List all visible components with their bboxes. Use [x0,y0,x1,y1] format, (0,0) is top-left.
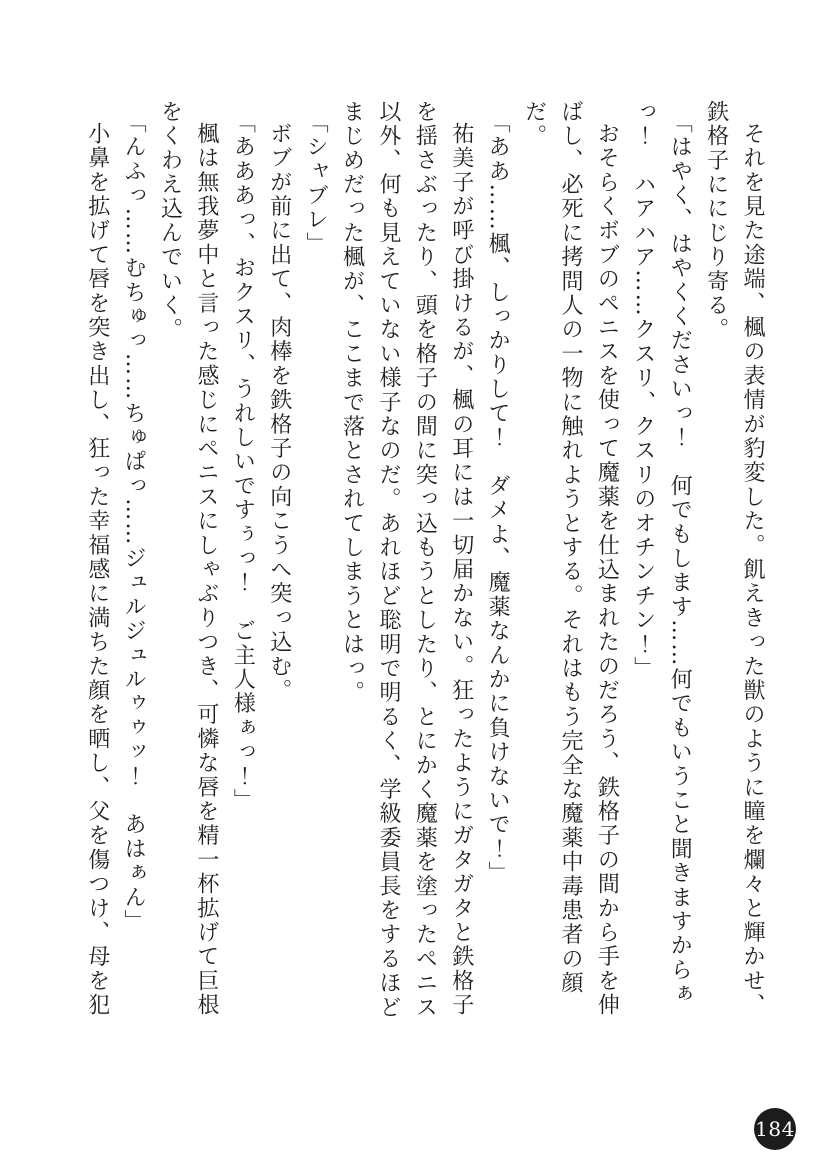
page-number: 184 [755,1117,795,1141]
paragraph-narrative: 小鼻を拡げて唇を突き出し、狂った幸福感に満ちた顔を晒し、父を傷つけ、母を犯 [84,122,110,1018]
paragraph-narrative: 楓は無我夢中と言った感じにペニスにしゃぶりつき、可憐な唇を精一杯拡げて巨根をくわえ込んでいく。 [157,100,219,1018]
text-columns [78,100,770,1020]
page-number-badge [754,1108,796,1150]
paragraph-narrative: ボブが前に出て、肉棒を鉄格子の向こうへ突っ込む。 [266,122,292,703]
paragraph-dialogue: 「シャブレ」 [303,111,329,257]
paragraph-narrative: それを見た途端、楓の表情が豹変した。飢えきった獣のように瞳を爛々と輝かせ、鉄格子ににじり寄る。 [703,100,765,1018]
paragraph-narrative: 祐美子が呼び掛けるが、楓の耳には一切届かない。狂ったようにガタガタと鉄格子を揺さぶったり、頭を格子の間に突っ込もうとしたり、とにかく魔薬を塗ったペニス以外、何も見えていない様子なのだ。あれほど聡明で明るく、学級委員長をするほどまじめだった楓が、ここまで落とされてしまうとはっ。 [339,100,474,1020]
paragraph-dialogue: 「あああっ、おクスリ、うれしいですぅっ！ ご主人様ぁっ！」 [230,111,256,813]
paragraph-dialogue: 「はやく、はやくくださいっ！ 何でもします……何でもいうこと聞きますからぁっ！ ハアハア……クスリ、クスリのオチンチン！」 [630,100,693,1007]
paragraph-narrative: おそらくボブのペニスを使って魔薬を仕込まれたのだろう、鉄格子の間から手を伸ばし、必死に拷問人の一物に触れようとする。それはもう完全な魔薬中毒患者の顔だ。 [521,100,620,1018]
paragraph-dialogue: 「んふっ……むちゅっ……ちゅぱっ……ジュルジュルゥゥッ！ あはぁん」 [121,111,147,934]
paragraph-dialogue: 「ああ……楓、しっかりして！ ダメよ、魔薬なんかに負けないで！」 [485,111,511,886]
